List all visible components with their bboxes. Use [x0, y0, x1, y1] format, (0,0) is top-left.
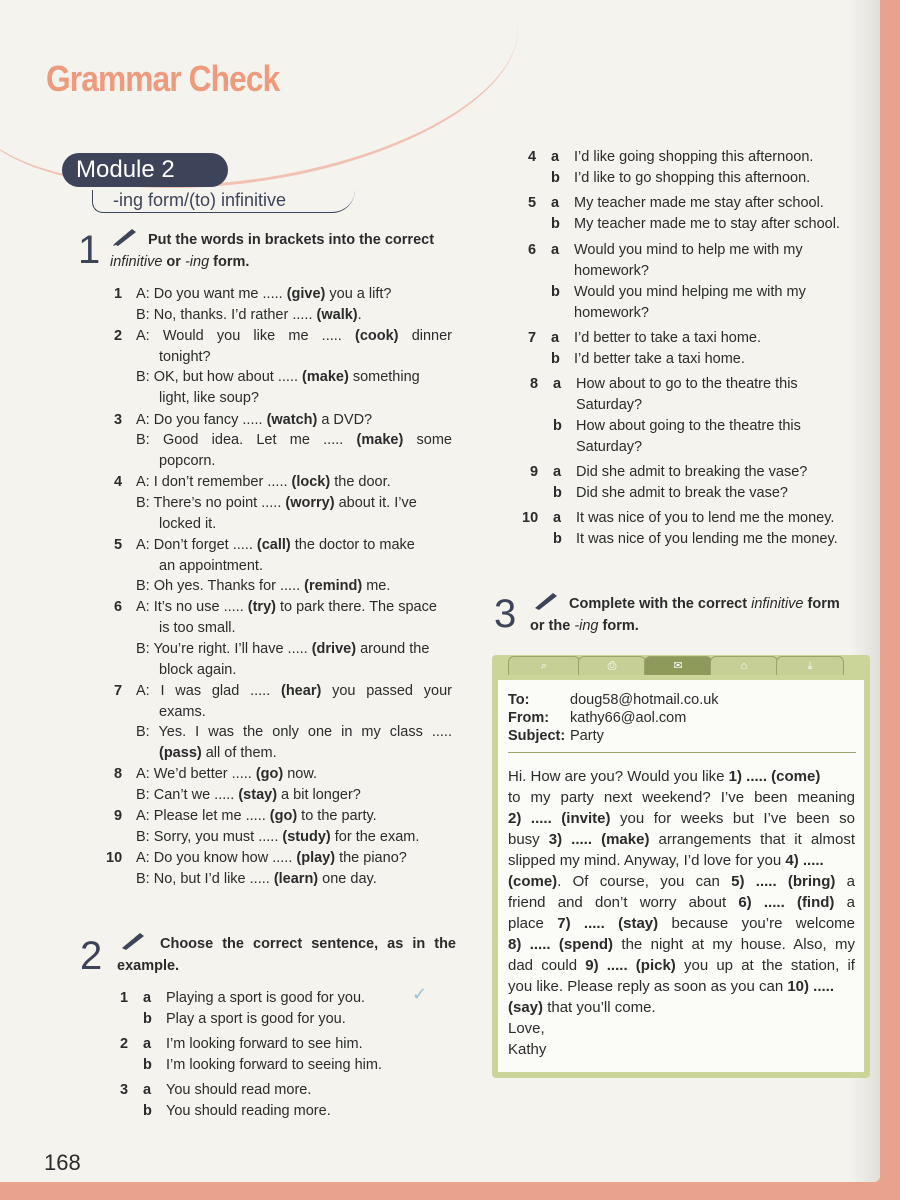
exercise-1-instruction-line1: Put the words in brackets into the correct — [148, 232, 435, 248]
ex2-option: Play a sport is good for you. — [166, 1011, 346, 1027]
instr-text: or — [166, 254, 181, 270]
ex2-option: Saturday? — [576, 397, 643, 413]
ex1-line: B: Oh yes. Thanks for ..... (remind) me. — [136, 578, 391, 594]
ex2-option: I’m looking forward to see him. — [166, 1036, 363, 1052]
email-body-line: (come). Of course, you can 5) ..... (bring) a — [508, 873, 855, 890]
ex1-line: (pass) all of them. — [159, 745, 277, 761]
email-body-line: (say) that you’ll come. — [508, 999, 656, 1016]
email-body-line: 2) ..... (invite) you for weeks but I’ve been so — [508, 810, 855, 827]
ex1-line: A: Do you know how ..... (play) the piano? — [136, 850, 407, 866]
ex1-line: A: We’d better ..... (go) now. — [136, 766, 318, 782]
ex2-option: You should reading more. — [166, 1103, 331, 1119]
ex1-line: A: I don’t remember ..... (lock) the door. — [136, 474, 391, 490]
ex2-option: Would you mind helping me with my — [574, 284, 806, 300]
ex2-option: I’d like going shopping this afternoon. — [574, 149, 814, 165]
to-label: To: — [508, 692, 530, 708]
exercise-1-number: 1 — [78, 228, 101, 272]
ex1-line: A: Don’t forget ..... (call) the doctor to make — [136, 537, 415, 553]
email-signature: Kathy — [508, 1041, 547, 1058]
ex2-option: Saturday? — [576, 439, 643, 455]
ex1-line: exams. — [159, 704, 206, 720]
ex1-line: A: Do you fancy ..... (watch) a DVD? — [136, 412, 373, 428]
ex1-line: B: Yes. I was the only one in my class ..... — [136, 724, 452, 740]
email-body-line: slipped my mind. Anyway, I’d love for you 4) ..... — [508, 852, 824, 869]
ex2-option: homework? — [574, 305, 649, 321]
ex2-option: Did she admit to break the vase? — [576, 485, 788, 501]
email-body-line: busy 3) ..... (make) arrangements that it almost — [508, 831, 855, 848]
ex1-line: light, like soup? — [159, 390, 259, 406]
instr-italic: -ing — [184, 254, 210, 270]
email-signoff: Love, — [508, 1020, 545, 1037]
ex2-option: How about to go to the theatre this — [576, 376, 798, 392]
mail-icon[interactable]: ✉ — [644, 656, 712, 675]
ex1-line: B: No, but I’d like ..... (learn) one day. — [136, 871, 377, 887]
ex2-option: You should read more. — [166, 1082, 312, 1098]
home-icon[interactable]: ⌂ — [710, 656, 778, 675]
email-body-line: to my party next weekend? I’ve been meaning — [508, 789, 855, 806]
topic-label: -ing form/(to) infinitive — [113, 190, 287, 210]
page-title: Grammar Check — [46, 58, 280, 99]
ex1-line: A: Please let me ..... (go) to the party. — [136, 808, 377, 824]
ex1-line: B: No, thanks. I’d rather ..... (walk). — [136, 307, 362, 323]
decorative-swoosh — [0, 0, 534, 221]
ex1-line: B: There’s no point ..... (worry) about it. I’ve — [136, 495, 417, 511]
exercise-1-instruction-line2 — [110, 252, 249, 273]
page: Grammar Check Module 2 -ing form/(to) infinitive 1 Put the words in brackets into the correct infinitive or -ing form. 1 A: Do you want me ..... (give) you a lift? B: No, thanks. I’d rather ..... (walk). 2 A: Would you like me ..... (cook) dinner tonight? B: OK, but how about ..... (make) something light, like soup? 3 A: Do you fancy ..... (watch) a DVD? B: Good idea. Let me ..... (make) some popcorn. 4 A: I don’t remember ..... (lock) the door. B: There’s no point ..... (worry) about it. I’ve locked it. 5 A: Don’t forget ..... (call) the doctor to make an appointment. B: Oh yes. Thanks for ..... (remind) me. 6 A: It’s no use ..... (try) to park there. The space is too small. B: You’re right. I’ll have ..... (drive) around the block again. 7 A: I was glad ..... (hear) you passed your exams. B: Yes. I was the only one in my class ..... (pass) all of them. 8 A: We’d better ..... (go) now. B: Can’t we ..... (stay) a bit longer? 9 A: Please let me ..... (go) to the party. B: Sorry, you must ..... (study) for the exam. 10 A: Do you know how ..... (play) the piano? B: No, but I’d like ..... (learn) one day. 2 Choose the correct sentence, as in the example. 1 a Playing a sport is good for you. ✓ b Play a sport is good for you. 2 a I’m looking forward to see him. b I’m looking forward to seeing him. 3 a You should read more. b You should reading more. 4 a I’d like going shopping this afternoon. b I’d like to go shopping this afternoon. 5 a My teacher made me stay after school. b My teacher made me to stay after school. 6 a Would you mind to help me with my homework? b Would you mind helping me with my homework? 7 a I’d better to take a taxi home. b I’d better take a taxi home. 8 a How about to go to the theatre this Saturday? b How about going to the theatre this Saturday? 9 a Did she admit to breaking the vase? b Did she admit to break the vase? 10 a It was nice of you to lend me the money. b It was nice of you lending me the money. 3 Complete with the correct infinitive form or the -ing form. ⌕ ⎙ ✉ ⌂ ⤓ To: doug58@hotmail.co.uk From: kathy66@aol.com Subject: Party Hi. How are you? Would you like 1) ..... (come) to my party next weekend? I’ve been meaning 2) ..... (invite) you for weeks but I’ve been so busy 3) ..... (make) arrangements that it almost slipped my mind. Anyway, I’d love for you 4) ..... (come). Of course, you can 5) ..... (bring) a friend and don’t worry about 6) ..... (find) a place 7) ..... (stay) because you’re welcome 8) ..... (spend) the night at my house. Also, my dad could 9) ..... (pick) you up at the station, if you like. Please reply as soon as you can 10) ..... (say) that you’ll come. Love, Kathy 168 — [0, 0, 880, 1182]
instr-italic: infinitive — [751, 596, 804, 612]
download-icon[interactable]: ⤓ — [776, 656, 844, 675]
ex2-option: I’m looking forward to seeing him. — [166, 1057, 382, 1073]
exercise-3-instruction-line2 — [530, 616, 639, 637]
subject-label: Subject: — [508, 728, 566, 744]
ex2-option: I’d better to take a taxi home. — [574, 330, 761, 346]
ex1-line: B: Can’t we ..... (stay) a bit longer? — [136, 787, 361, 803]
to-address: doug58@hotmail.co.uk — [570, 692, 719, 708]
ex1-line: tonight? — [159, 349, 211, 365]
ex2-option: homework? — [574, 263, 649, 279]
instr-text: form — [807, 596, 840, 612]
ex1-line: locked it. — [159, 516, 217, 532]
ex2-option: Would you mind to help me with my — [574, 242, 803, 258]
email-header-divider — [508, 752, 856, 753]
instr-italic: -ing — [574, 618, 599, 634]
instr-text: or the — [530, 618, 571, 634]
module-badge: Module 2 — [62, 153, 228, 187]
pencil-icon — [120, 930, 146, 950]
exercise-3-instruction-line1 — [569, 594, 840, 615]
ex1-line: B: OK, but how about ..... (make) something — [136, 369, 420, 385]
instr-text: form. — [213, 254, 250, 270]
ex1-line: B: Good idea. Let me ..... (make) some — [136, 432, 452, 448]
print-icon[interactable]: ⎙ — [578, 656, 646, 675]
exercise-2-instruction-line1: Choose the correct sentence, as in the — [160, 936, 456, 952]
ex2-option: I’d like to go shopping this afternoon. — [574, 170, 811, 186]
ex1-line: an appointment. — [159, 558, 263, 574]
ex1-line: B: Sorry, you must ..... (study) for the exam. — [136, 829, 420, 845]
from-address: kathy66@aol.com — [570, 710, 687, 726]
ex2-option: It was nice of you lending me the money. — [576, 531, 838, 547]
email-body-line: friend and don’t worry about 6) ..... (find) a — [508, 894, 855, 911]
email-body-line: dad could 9) ..... (pick) you up at the station, if — [508, 957, 855, 974]
from-label: From: — [508, 710, 550, 726]
ex1-line: A: I was glad ..... (hear) you passed your — [136, 683, 452, 699]
exercise-2-number: 2 — [80, 934, 103, 978]
ex1-line: B: You’re right. I’ll have ..... (drive) around the — [136, 641, 430, 657]
ex2-option: Did she admit to breaking the vase? — [576, 464, 808, 480]
instr-text: form. — [602, 618, 639, 634]
exercise-2-instruction-line2: example. — [117, 958, 180, 974]
ex2-option: It was nice of you to lend me the money. — [576, 510, 835, 526]
ex1-line: A: Do you want me ..... (give) you a lift? — [136, 286, 392, 302]
exercise-3-number: 3 — [494, 592, 517, 636]
ex2-option: How about going to the theatre this — [576, 418, 801, 434]
ex2-option: My teacher made me to stay after school. — [574, 216, 840, 232]
email-body-line: place 7) ..... (stay) because you’re welcome — [508, 915, 855, 932]
search-icon[interactable]: ⌕ — [508, 656, 580, 675]
pencil-icon — [112, 226, 138, 246]
ex2-option: I’d better take a taxi home. — [574, 351, 745, 367]
ex2-option: My teacher made me stay after school. — [574, 195, 824, 211]
ex1-line: A: It’s no use ..... (try) to park there. The space — [136, 599, 437, 615]
pencil-icon — [533, 590, 559, 610]
instr-text: Complete with the correct — [569, 596, 748, 612]
email-body-line: 8) ..... (spend) the night at my house. Also, my — [508, 936, 855, 953]
ex1-line: is too small. — [159, 620, 236, 636]
email-body-line: Hi. How are you? Would you like 1) ..... (come) — [508, 768, 821, 785]
subject-value: Party — [570, 728, 604, 744]
page-number: 168 — [44, 1150, 81, 1175]
ex1-line: A: Would you like me ..... (cook) dinner — [136, 328, 452, 344]
email-body-line: you like. Please reply as soon as you can 10) ..... — [508, 978, 835, 995]
ex1-line: block again. — [159, 662, 237, 678]
check-mark-icon: ✓ — [412, 984, 428, 1004]
ex1-line: popcorn. — [159, 453, 216, 469]
instr-italic: infinitive — [110, 254, 163, 270]
ex2-option: Playing a sport is good for you. — [166, 990, 366, 1006]
topic-heading — [92, 190, 355, 213]
